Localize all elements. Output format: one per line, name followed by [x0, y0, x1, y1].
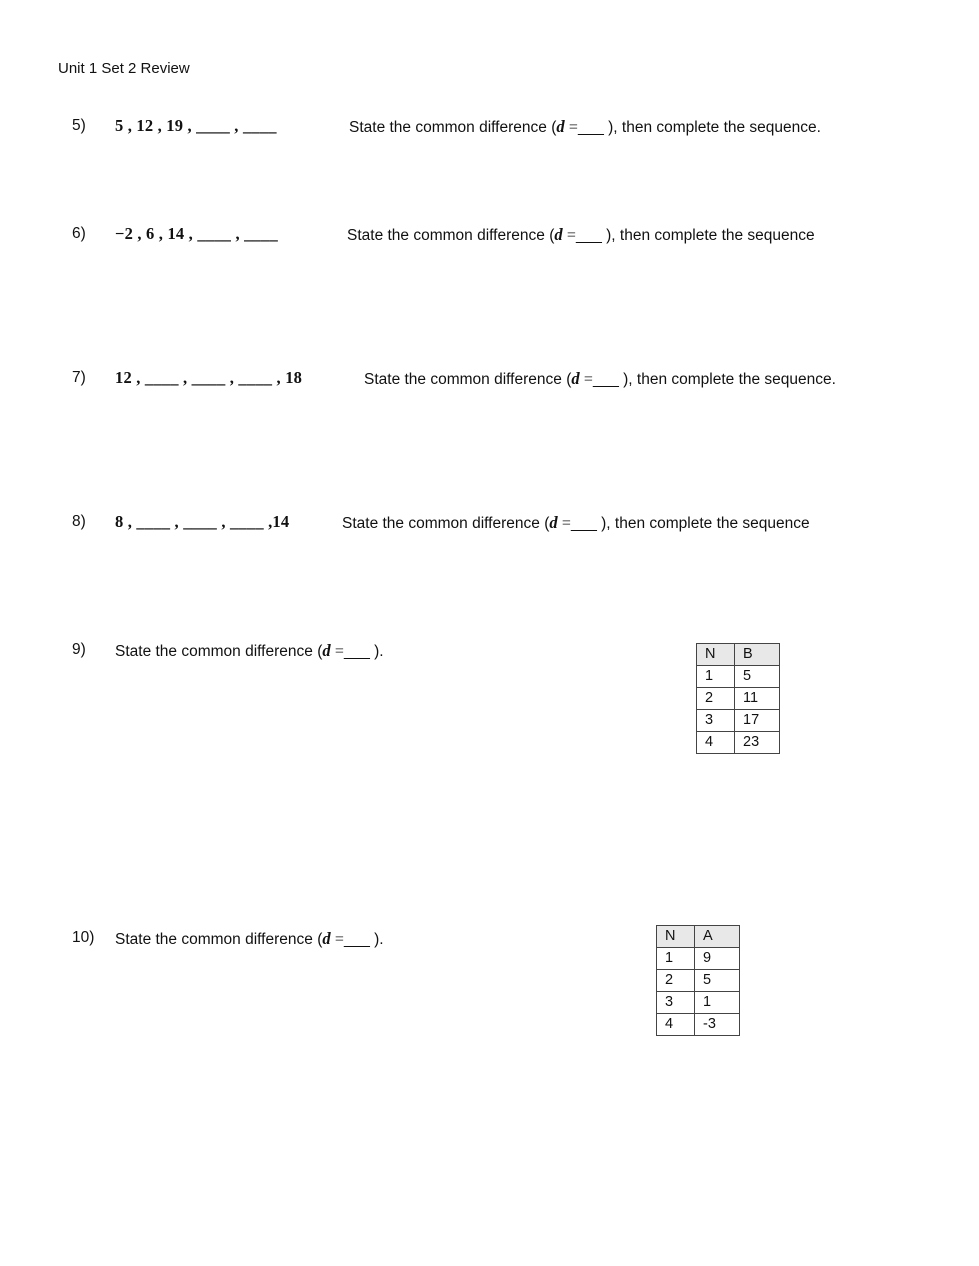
table-cell: 17 — [735, 710, 780, 732]
table-cell: 11 — [735, 688, 780, 710]
table-cell: 1 — [695, 992, 740, 1014]
table-cell: 2 — [657, 970, 695, 992]
problem-6-instruction: State the common difference (d =___ ), then complete the sequence — [347, 225, 815, 244]
answer-blank[interactable]: ___ — [570, 515, 597, 532]
worksheet-title: Unit 1 Set 2 Review — [58, 60, 190, 77]
answer-blank[interactable]: ___ — [575, 227, 602, 244]
table-cell: 1 — [697, 666, 735, 688]
problem-8-number: 8) — [72, 513, 86, 530]
problem-10-instruction: State the common difference (d =___ ). — [115, 929, 384, 948]
table-cell: 5 — [735, 666, 780, 688]
problem-6-number: 6) — [72, 225, 86, 242]
table-header-cell: B — [735, 644, 780, 666]
table-row — [697, 732, 780, 754]
table-cell: 2 — [697, 688, 735, 710]
table-cell: 4 — [657, 1014, 695, 1036]
table-cell: -3 — [695, 1014, 740, 1036]
problem-6-sequence: −2 , 6 , 14 , ____ , ____ — [115, 224, 278, 243]
table-header-row — [697, 644, 780, 666]
problem-9-table — [696, 643, 780, 754]
table-cell: 9 — [695, 948, 740, 970]
table-cell: 3 — [697, 710, 735, 732]
table-row — [657, 970, 740, 992]
problem-7-instruction: State the common difference (d =___ ), then complete the sequence. — [364, 369, 836, 388]
table-cell: 23 — [735, 732, 780, 754]
table-row — [697, 688, 780, 710]
answer-blank[interactable]: ___ — [577, 119, 604, 136]
table-row — [657, 948, 740, 970]
table-header-cell: N — [657, 926, 695, 948]
table-row — [657, 992, 740, 1014]
table-header-row — [657, 926, 740, 948]
problem-8-sequence: 8 , ____ , ____ , ____ ,14 — [115, 512, 290, 531]
table-row — [697, 666, 780, 688]
problem-9-instruction: State the common difference (d =___ ). — [115, 641, 384, 660]
answer-blank[interactable]: ___ — [592, 371, 619, 388]
table-row — [657, 1014, 740, 1036]
table-cell: 5 — [695, 970, 740, 992]
problem-5-number: 5) — [72, 117, 86, 134]
problem-10-table — [656, 925, 740, 1036]
table-header-cell: N — [697, 644, 735, 666]
problem-10-number: 10) — [72, 929, 95, 946]
table-cell: 1 — [657, 948, 695, 970]
table-cell: 4 — [697, 732, 735, 754]
table-cell: 3 — [657, 992, 695, 1014]
table-header-cell: A — [695, 926, 740, 948]
problem-7-sequence: 12 , ____ , ____ , ____ , 18 — [115, 368, 303, 387]
problem-7-number: 7) — [72, 369, 86, 386]
table-row — [697, 710, 780, 732]
problem-9-number: 9) — [72, 641, 86, 658]
answer-blank[interactable]: ___ — [343, 643, 370, 660]
problem-5-sequence: 5 , 12 , 19 , ____ , ____ — [115, 116, 277, 135]
problem-8-instruction: State the common difference (d =___ ), then complete the sequence — [342, 513, 810, 532]
answer-blank[interactable]: ___ — [343, 931, 370, 948]
problem-5-instruction: State the common difference (d =___ ), then complete the sequence. — [349, 117, 821, 136]
